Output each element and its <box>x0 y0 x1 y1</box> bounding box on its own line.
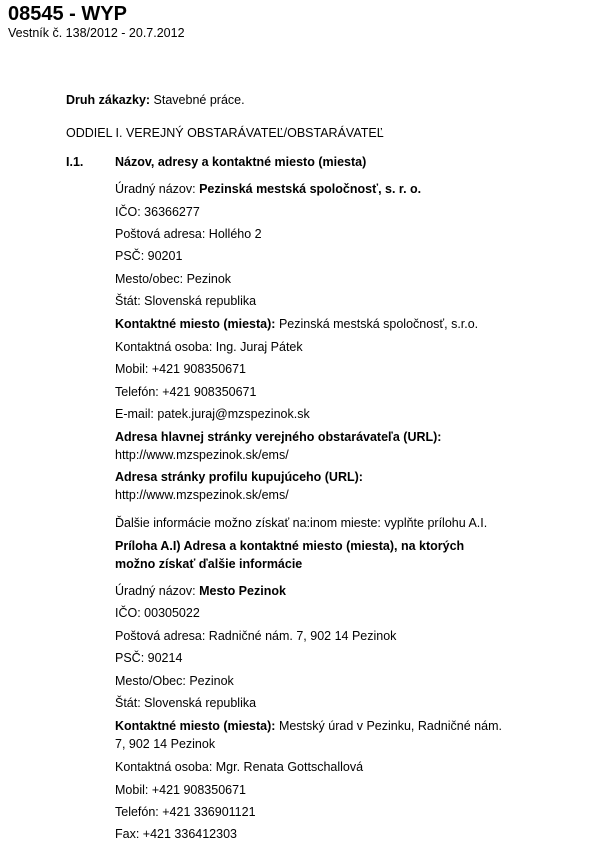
contact-point-label: Kontaktné miesto (miesta): <box>115 317 276 331</box>
annex-contact-point <box>115 719 502 733</box>
authority-phone: Telefón: +421 908350671 <box>115 385 257 399</box>
subsection-title: Názov, adresy a kontaktné miesto (miesta) <box>115 155 367 169</box>
official-name-value: Pezinská mestská spoločnosť, s. r. o. <box>199 182 422 196</box>
more-info-note: Ďalšie informácie možno získať na:inom mieste: vyplňte prílohu A.I. <box>115 516 488 530</box>
annex-city: Mesto/Obec: Pezinok <box>115 674 234 688</box>
document-id: 08545 - WYP <box>8 3 127 25</box>
annex-title-line1: Príloha A.I) Adresa a kontaktné miesto (miesta), na ktorých <box>115 539 465 553</box>
annex-ico: IČO: 00305022 <box>115 606 200 620</box>
authority-email: E-mail: patek.juraj@mzspezinok.sk <box>115 407 310 421</box>
authority-psc: PSČ: 90201 <box>115 249 183 263</box>
annex-contact-point-cont: 7, 902 14 Pezinok <box>115 737 216 751</box>
annex-mobile: Mobil: +421 908350671 <box>115 783 247 797</box>
authority-contact-person: Kontaktná osoba: Ing. Juraj Pátek <box>115 340 303 354</box>
profile-url-link[interactable]: http://www.mzspezinok.sk/ems/ <box>115 488 289 502</box>
contract-type-label: Druh zákazky: <box>66 93 151 107</box>
profile-url-label: Adresa stránky profilu kupujúceho (URL): <box>115 470 363 484</box>
annex-official-name-label: Úradný názov: <box>115 584 196 598</box>
contact-point-value: Pezinská mestská spoločnosť, s.r.o. <box>278 317 479 331</box>
authority-postal-address: Poštová adresa: Hollého 2 <box>115 227 262 241</box>
subsection-number: I.1. <box>66 155 84 169</box>
annex-contact-point-value: Mestský úrad v Pezinku, Radničné nám. <box>278 719 502 733</box>
authority-ico: IČO: 36366277 <box>115 205 200 219</box>
annex-postal-address: Poštová adresa: Radničné nám. 7, 902 14 Pezinok <box>115 629 397 643</box>
official-name-label: Úradný názov: <box>115 182 196 196</box>
annex-fax: Fax: +421 336412303 <box>115 827 237 841</box>
annex-contact-point-label: Kontaktné miesto (miesta): <box>115 719 276 733</box>
authority-country: Štát: Slovenská republika <box>115 294 257 308</box>
authority-official-name <box>115 182 421 196</box>
annex-psc: PSČ: 90214 <box>115 651 183 665</box>
annex-official-name <box>115 584 286 598</box>
authority-mobile: Mobil: +421 908350671 <box>115 362 247 376</box>
authority-city: Mesto/obec: Pezinok <box>115 272 232 286</box>
contract-type-value: Stavebné práce. <box>153 93 245 107</box>
annex-title-line2: možno získať ďalšie informácie <box>115 557 303 571</box>
authority-contact-point <box>115 317 478 331</box>
annex-country: Štát: Slovenská republika <box>115 696 257 710</box>
annex-phone: Telefón: +421 336901121 <box>115 805 256 819</box>
main-url-link[interactable]: http://www.mzspezinok.sk/ems/ <box>115 448 289 462</box>
section-title: ODDIEL I. VEREJNÝ OBSTARÁVATEĽ/OBSTARÁVATEĽ <box>66 126 384 140</box>
bulletin-reference: Vestník č. 138/2012 - 20.7.2012 <box>8 26 185 40</box>
contract-type <box>66 93 245 107</box>
annex-contact-person: Kontaktná osoba: Mgr. Renata Gottschallová <box>115 760 364 774</box>
annex-official-name-value: Mesto Pezinok <box>199 584 286 598</box>
main-url-label: Adresa hlavnej stránky verejného obstarávateľa (URL): <box>115 430 442 444</box>
